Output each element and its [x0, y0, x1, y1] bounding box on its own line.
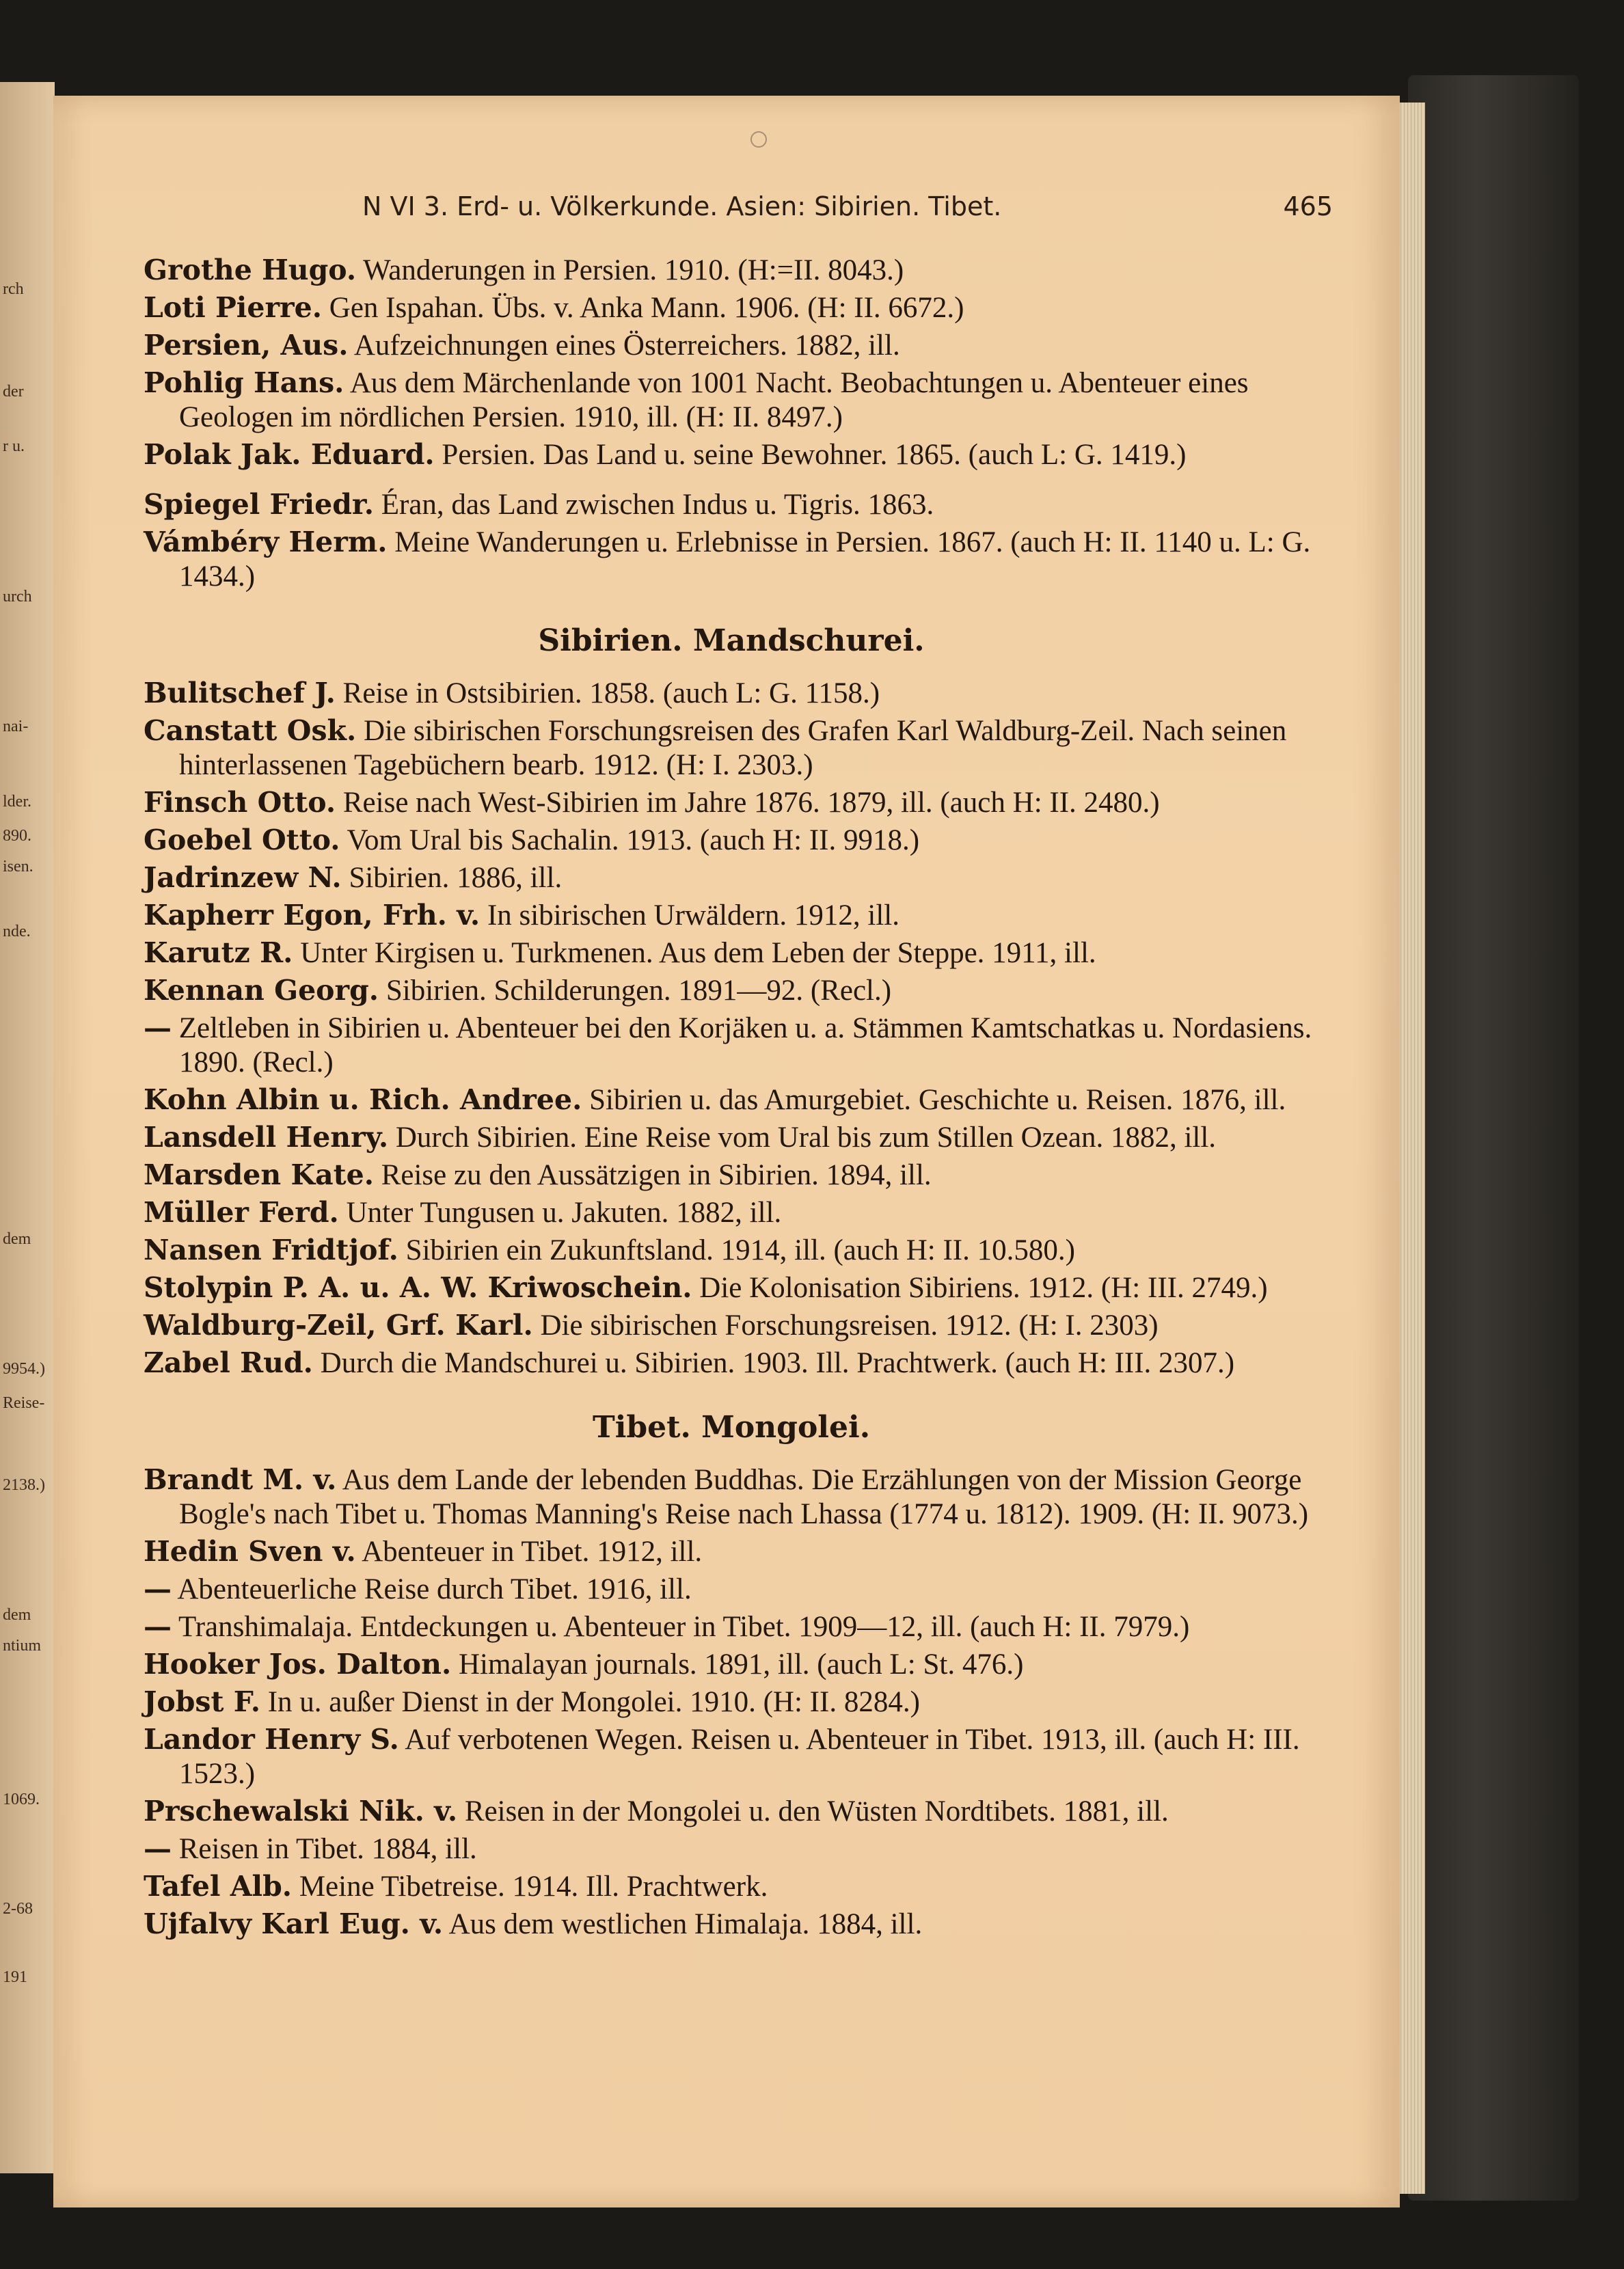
entry-author: Nansen Fridtjof.	[144, 1234, 398, 1266]
bibliography-entry	[144, 1011, 1319, 1080]
entry-author: Waldburg-Zeil, Grf. Karl.	[144, 1309, 533, 1342]
entry-author: Bulitschef J.	[144, 677, 336, 709]
bibliography-entry	[144, 366, 1319, 435]
entry-author: —	[144, 1011, 172, 1044]
entry-text: Meine Tibetreise. 1914. Ill. Prachtwerk.	[292, 1871, 768, 1903]
tibet-section	[144, 1463, 1319, 1942]
entry-text: Reise in Ostsibirien. 1858. (auch L: G. 1158.)	[335, 677, 880, 709]
margin-fragment: isen.	[3, 858, 33, 875]
entry-text: Reise nach West-Sibirien im Jahre 1876. 1879, ill. (auch H: II. 2480.)	[336, 787, 1160, 819]
entry-text: Reisen in der Mongolei u. den Wüsten Nordtibets. 1881, ill.	[457, 1795, 1169, 1828]
entry-text: Sibirien u. das Amurgebiet. Geschichte u. Reisen. 1876, ill.	[582, 1084, 1286, 1116]
bibliography-entry	[144, 1907, 1319, 1942]
entry-text: Die Kolonisation Sibiriens. 1912. (H: III. 2749.)	[692, 1272, 1268, 1304]
entry-author: Spiegel Friedr.	[144, 488, 374, 521]
entry-author: Kapherr Egon, Frh. v.	[144, 899, 481, 932]
margin-fragment: 191	[3, 1968, 27, 1986]
entry-author: Müller Ferd.	[144, 1196, 339, 1229]
entry-text: Die sibirischen Forschungsreisen des Grafen Karl Waldburg-Zeil. Nach seinen hinterlassenen Tagebüchern bearb. 1912. (H: I. 2303.)	[179, 715, 1287, 781]
margin-fragment: ntium	[3, 1637, 42, 1655]
siberia-section	[144, 676, 1319, 1381]
bibliography-entry	[144, 936, 1319, 970]
entry-author: Landor Henry S.	[144, 1723, 399, 1756]
bibliography-entry	[144, 1534, 1319, 1569]
entry-author: Hooker Jos. Dalton.	[144, 1648, 452, 1681]
entry-text: Éran, das Land zwischen Indus u. Tigris. 1863.	[373, 489, 934, 521]
entry-author: Tafel Alb.	[144, 1870, 293, 1903]
bibliography-entry	[144, 785, 1319, 820]
entry-text: Auf verbotenen Wegen. Reisen u. Abenteuer in Tibet. 1913, ill. (auch H: III. 1523.)	[179, 1724, 1300, 1790]
margin-fragment: der	[3, 383, 24, 400]
margin-fragment: nde.	[3, 923, 31, 940]
bibliography-entry	[144, 1794, 1319, 1829]
bibliography-list	[144, 253, 1319, 1944]
margin-fragment: lder.	[3, 793, 31, 811]
entry-author: Hedin Sven v.	[144, 1535, 356, 1568]
margin-fragment: 2138.)	[3, 1476, 45, 1494]
entry-text: Transhimalaja. Entdeckungen u. Abenteuer in Tibet. 1909—12, ill. (auch H: II. 7979.)	[172, 1611, 1190, 1643]
bibliography-entry	[144, 1463, 1319, 1532]
entry-text: In sibirischen Urwäldern. 1912, ill.	[480, 899, 900, 932]
margin-fragment: r u.	[3, 437, 25, 455]
bibliography-entry	[144, 1083, 1319, 1117]
entry-author: Jobst F.	[144, 1685, 260, 1718]
entry-author: Vámbéry Herm.	[144, 526, 388, 558]
bibliography-entry	[144, 1609, 1319, 1644]
bibliography-entry	[144, 676, 1319, 711]
section-heading-siberia: Sibirien. Mandschurei.	[538, 623, 925, 658]
bibliography-entry	[144, 1685, 1319, 1720]
entry-text: Unter Tungusen u. Jakuten. 1882, ill.	[338, 1197, 782, 1229]
entry-author: —	[144, 1832, 172, 1865]
book-binding	[1408, 75, 1579, 2201]
entry-author: Kennan Georg.	[144, 974, 379, 1007]
entry-author: Kohn Albin u. Rich. Andree.	[144, 1083, 582, 1116]
entry-text: Zeltleben in Sibirien u. Abenteuer bei den Korjäken u. a. Stämmen Kamtschatkas u. Nordasiens. 1890. (Recl.)	[172, 1012, 1312, 1078]
bibliography-entry	[144, 1120, 1319, 1155]
entry-author: Canstatt Osk.	[144, 714, 357, 747]
margin-fragment: dem	[3, 1606, 31, 1624]
stamp-mark	[750, 131, 767, 148]
entry-author: Goebel Otto.	[144, 824, 340, 856]
bibliography-entry	[144, 1346, 1319, 1381]
entry-author: Prschewalski Nik. v.	[144, 1795, 458, 1828]
entry-author: Pohlig Hans.	[144, 366, 344, 399]
entry-author: Persien, Aus.	[144, 329, 349, 362]
bibliography-entry	[144, 525, 1319, 594]
entry-text: Persien. Das Land u. seine Bewohner. 1865. (auch L: G. 1419.)	[434, 439, 1187, 471]
entry-author: Marsden Kate.	[144, 1158, 374, 1191]
entry-author: Zabel Rud.	[144, 1346, 313, 1379]
entry-author: —	[144, 1573, 172, 1605]
bibliography-entry	[144, 1572, 1319, 1607]
bibliography-entry	[144, 1233, 1319, 1268]
bibliography-entry	[144, 898, 1319, 933]
margin-fragment: nai-	[3, 718, 29, 735]
entry-text: Aufzeichnungen eines Österreichers. 1882, ill.	[348, 329, 900, 362]
margin-fragment: dem	[3, 1230, 31, 1248]
entry-text: Unter Kirgisen u. Turkmenen. Aus dem Leben der Steppe. 1911, ill.	[293, 937, 1096, 969]
entry-text: Aus dem westlichen Himalaja. 1884, ill.	[443, 1908, 923, 1940]
bibliography-entry	[144, 1869, 1319, 1904]
entry-text: Meine Wanderungen u. Erlebnisse in Persien. 1867. (auch H: II. 1140 u. L: G. 1434.)	[179, 526, 1311, 593]
entry-author: Ujfalvy Karl Eug. v.	[144, 1907, 444, 1940]
entry-author: Loti Pierre.	[144, 291, 323, 324]
entry-text: Vom Ural bis Sachalin. 1913. (auch H: II. 9918.)	[340, 824, 920, 856]
section-heading-tibet: Tibet. Mongolei.	[592, 1410, 871, 1445]
bibliography-entry	[144, 290, 1319, 325]
persia-section	[144, 253, 1319, 594]
facing-page-fragment	[0, 82, 55, 2173]
margin-fragment: 9954.)	[3, 1360, 45, 1378]
entry-author: Jadrinzew N.	[144, 861, 342, 894]
bibliography-entry	[144, 1722, 1319, 1791]
bibliography-entry	[144, 1271, 1319, 1305]
entry-text: Sibirien ein Zukunftsland. 1914, ill. (auch H: II. 10.580.)	[398, 1234, 1075, 1266]
bibliography-entry	[144, 860, 1319, 895]
entry-text: Reisen in Tibet. 1884, ill.	[172, 1833, 477, 1865]
entry-text: Abenteuerliche Reise durch Tibet. 1916, ill.	[172, 1573, 692, 1605]
bibliography-entry	[144, 1195, 1319, 1230]
entry-author: Polak Jak. Eduard.	[144, 438, 435, 471]
bibliography-entry	[144, 328, 1319, 363]
entry-text: In u. außer Dienst in der Mongolei. 1910. (H: II. 8284.)	[260, 1686, 920, 1718]
entry-text: Gen Ispahan. Übs. v. Anka Mann. 1906. (H: II. 6672.)	[322, 292, 964, 324]
entry-author: Finsch Otto.	[144, 786, 336, 819]
entry-author: Karutz R.	[144, 936, 293, 969]
entry-author: Grothe Hugo.	[144, 254, 357, 286]
bibliography-entry	[144, 437, 1319, 472]
entry-text: Die sibirischen Forschungsreisen. 1912. (H: I. 2303)	[532, 1309, 1159, 1342]
entry-text: Abenteuer in Tibet. 1912, ill.	[355, 1536, 703, 1568]
entry-author: Brandt M. v.	[144, 1463, 337, 1496]
margin-fragment: 1069.	[3, 1791, 40, 1808]
entry-text: Himalayan journals. 1891, ill. (auch L: St. 476.)	[451, 1648, 1024, 1681]
bibliography-entry	[144, 1647, 1319, 1682]
entry-text: Wanderungen in Persien. 1910. (H:=II. 8043.)	[356, 254, 904, 286]
bibliography-entry	[144, 1158, 1319, 1193]
page-number: 465	[1283, 191, 1333, 221]
margin-fragment: 890.	[3, 827, 31, 845]
margin-fragment: 2-68	[3, 1900, 33, 1918]
bibliography-entry	[144, 973, 1319, 1008]
margin-fragment: urch	[3, 588, 32, 606]
entry-text: Aus dem Lande der lebenden Buddhas. Die Erzählungen von der Mission George Bogle's nach Tibet u. Thomas Manning's Reise nach Lhassa (1774 u. 1812). 1909. (H: II. 9073.)	[179, 1464, 1309, 1530]
entry-text: Reise zu den Aussätzigen in Sibirien. 1894, ill.	[373, 1159, 932, 1191]
bibliography-entry	[144, 1308, 1319, 1343]
entry-author: —	[144, 1610, 172, 1643]
header-title: N VI 3. Erd- u. Völkerkunde. Asien: Sibirien. Tibet.	[362, 191, 1002, 221]
bibliography-entry	[144, 714, 1319, 783]
entry-text: Durch die Mandschurei u. Sibirien. 1903. Ill. Prachtwerk. (auch H: III. 2307.)	[312, 1347, 1235, 1379]
bibliography-entry	[144, 253, 1319, 288]
bibliography-entry	[144, 487, 1319, 522]
entry-text: Sibirien. 1886, ill.	[341, 862, 563, 894]
bibliography-entry	[144, 1832, 1319, 1866]
entry-text: Sibirien. Schilderungen. 1891—92. (Recl.)	[379, 975, 892, 1007]
entry-author: Lansdell Henry.	[144, 1121, 389, 1154]
bibliography-entry	[144, 823, 1319, 858]
entry-text: Aus dem Märchenlande von 1001 Nacht. Beobachtungen u. Abenteuer eines Geologen im nördlichen Persien. 1910, ill. (H: II. 8497.)	[179, 367, 1249, 433]
margin-fragment: Reise-	[3, 1394, 45, 1412]
margin-fragment: rch	[3, 280, 24, 298]
entry-text: Durch Sibirien. Eine Reise vom Ural bis zum Stillen Ozean. 1882, ill.	[388, 1122, 1217, 1154]
entry-author: Stolypin P. A. u. A. W. Kriwoschein.	[144, 1271, 692, 1304]
